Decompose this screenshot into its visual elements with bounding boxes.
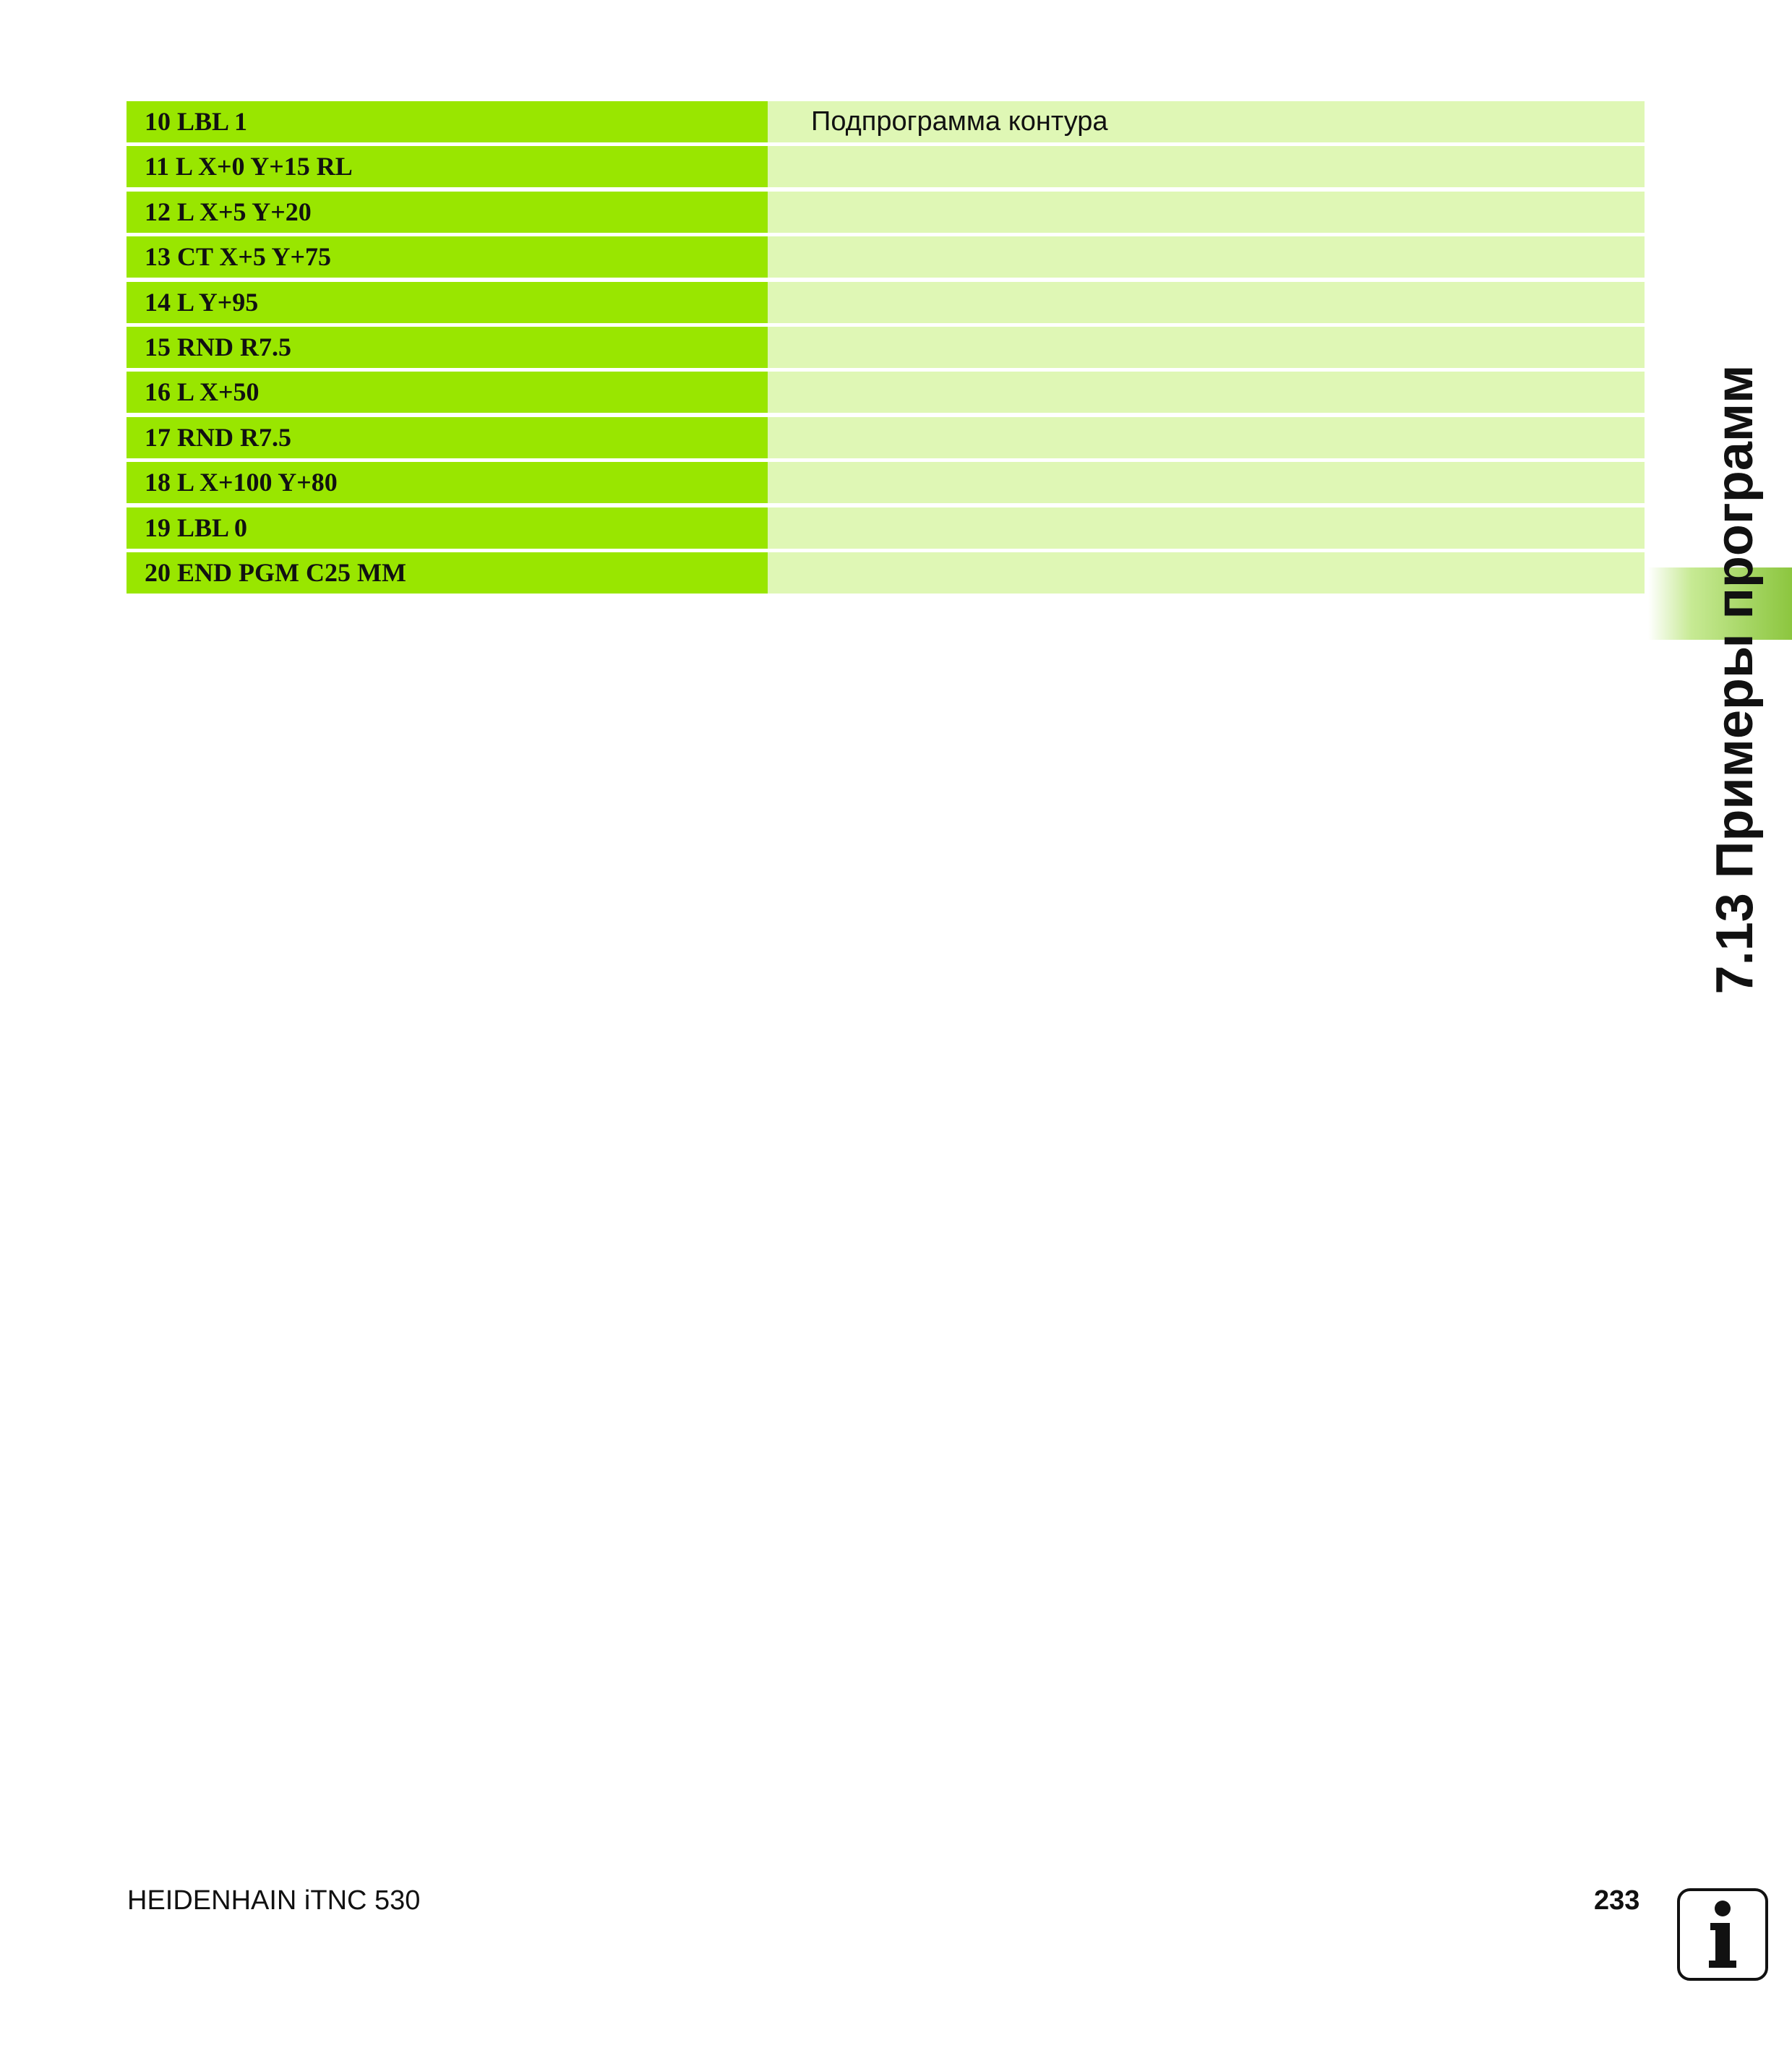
- program-code: 12 L X+5 Y+20: [127, 192, 768, 233]
- program-comment: Подпрограмма контура: [768, 101, 1645, 142]
- program-comment: [768, 192, 1645, 233]
- chapter-title: 7.13 Примеры программ: [1706, 364, 1764, 995]
- program-listing: [127, 101, 1645, 597]
- program-code: 17 RND R7.5: [127, 417, 768, 458]
- program-comment: [768, 327, 1645, 368]
- program-line: [127, 282, 1645, 323]
- program-line: [127, 236, 1645, 278]
- program-comment: [768, 282, 1645, 323]
- program-line: [127, 462, 1645, 503]
- program-code: 13 CT X+5 Y+75: [127, 236, 768, 278]
- program-line: [127, 372, 1645, 413]
- program-line: [127, 101, 1645, 142]
- program-comment: [768, 372, 1645, 413]
- program-line: [127, 146, 1645, 187]
- program-code: 10 LBL 1: [127, 101, 768, 142]
- program-comment: [768, 417, 1645, 458]
- program-comment: [768, 462, 1645, 503]
- program-comment: [768, 236, 1645, 278]
- page-number: 233: [1594, 1885, 1640, 1916]
- program-line: [127, 327, 1645, 368]
- program-line: [127, 552, 1645, 594]
- program-line: [127, 417, 1645, 458]
- program-line: [127, 192, 1645, 233]
- program-code: 16 L X+50: [127, 372, 768, 413]
- program-code: 15 RND R7.5: [127, 327, 768, 368]
- info-icon: [1677, 1888, 1768, 1981]
- footer-product-name: HEIDENHAIN iTNC 530: [127, 1885, 421, 1916]
- program-code: 18 L X+100 Y+80: [127, 462, 768, 503]
- program-comment: [768, 146, 1645, 187]
- program-comment: [768, 552, 1645, 594]
- program-line: [127, 507, 1645, 549]
- program-comment: [768, 507, 1645, 549]
- program-code: 11 L X+0 Y+15 RL: [127, 146, 768, 187]
- program-code: 14 L Y+95: [127, 282, 768, 323]
- program-code: 20 END PGM C25 MM: [127, 552, 768, 594]
- program-code: 19 LBL 0: [127, 507, 768, 549]
